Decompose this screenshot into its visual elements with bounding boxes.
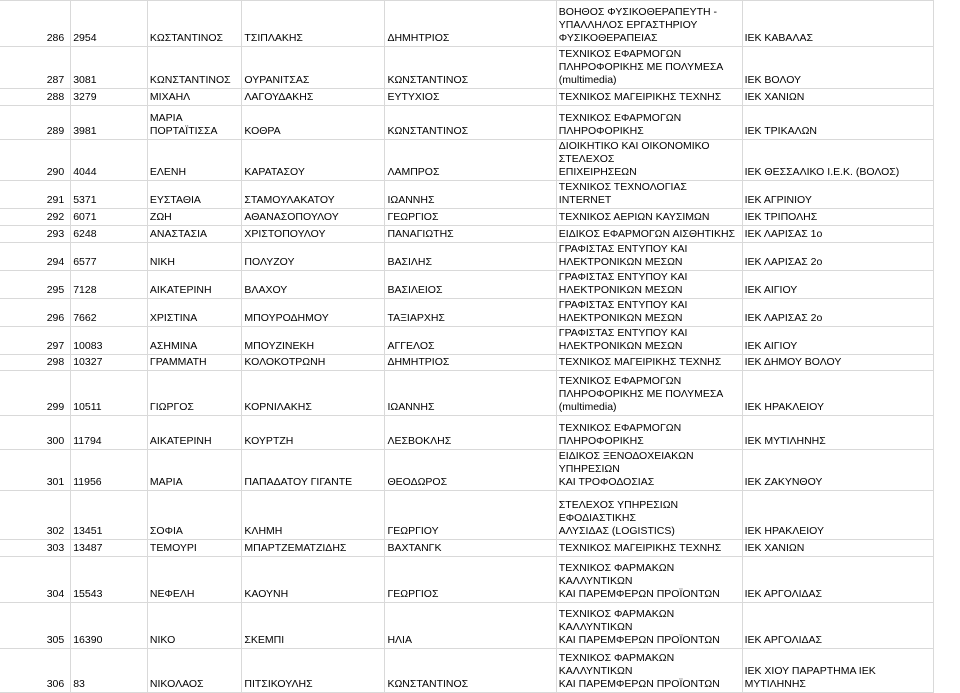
- cell-specialty[interactable]: ΤΕΧΝΙΚΟΣ ΜΑΓΕΙΡΙΚΗΣ ΤΕΧΝΗΣ: [556, 540, 742, 557]
- cell-first-name[interactable]: ΤΕΜΟΥΡΙ: [147, 540, 242, 557]
- cell-code[interactable]: 10511: [71, 371, 148, 416]
- cell-code[interactable]: 3279: [71, 89, 148, 106]
- cell-specialty[interactable]: ΤΕΧΝΙΚΟΣ ΦΑΡΜΑΚΩΝ ΚΑΛΛΥΝΤΙΚΩΝ ΚΑΙ ΠΑΡΕΜΦΕΡΩΝ ΠΡΟΪΟΝΤΩΝ: [556, 649, 742, 693]
- cell-iek[interactable]: ΙΕΚ ΑΡΓΟΛΙΔΑΣ: [742, 557, 933, 603]
- table-row: [0, 226, 934, 243]
- table-row: [0, 106, 934, 140]
- cell-last-name[interactable]: ΜΠΑΡΤΖΕΜΑΤΖΙΔΗΣ: [242, 540, 385, 557]
- cell-specialty[interactable]: ΒΟΗΘΟΣ ΦΥΣΙΚΟΘΕΡΑΠΕΥΤΗ - ΥΠΑΛΛΗΛΟΣ ΕΡΓΑΣΤΗΡΙΟΥ ΦΥΣΙΚΟΘΕΡΑΠΕΙΑΣ: [556, 1, 742, 47]
- cell-first-name[interactable]: ΣΟΦΙΑ: [147, 491, 242, 540]
- cell-code[interactable]: 6248: [71, 226, 148, 243]
- cell-last-name[interactable]: ΠΑΠΑΔΑΤΟΥ ΓΙΓΑΝΤΕ: [242, 450, 385, 491]
- cell-code[interactable]: 83: [71, 649, 148, 693]
- table-row: [0, 450, 934, 491]
- cell-first-name[interactable]: ΜΑΡΙΑ: [147, 450, 242, 491]
- cell-iek[interactable]: ΙΕΚ ΔΗΜΟΥ ΒΟΛΟΥ: [742, 355, 933, 371]
- cell-iek[interactable]: ΙΕΚ ΛΑΡΙΣΑΣ 2ο: [742, 243, 933, 271]
- cell-father-name[interactable]: ΑΓΓΕΛΟΣ: [385, 327, 556, 355]
- cell-code[interactable]: 15543: [71, 557, 148, 603]
- cell-row-number[interactable]: 286: [0, 1, 71, 47]
- cell-iek[interactable]: ΙΕΚ ΘΕΣΣΑΛΙΚΟ Ι.Ε.Κ. (ΒΟΛΟΣ): [742, 140, 933, 181]
- cell-father-name[interactable]: ΘΕΟΔΩΡΟΣ: [385, 450, 556, 491]
- cell-father-name[interactable]: ΒΑΣΙΛΗΣ: [385, 243, 556, 271]
- cell-row-number[interactable]: 289: [0, 106, 71, 140]
- cell-last-name[interactable]: ΚΛΗΜΗ: [242, 491, 385, 540]
- cell-row-number[interactable]: 300: [0, 416, 71, 450]
- cell-row-number[interactable]: 299: [0, 371, 71, 416]
- cell-row-number[interactable]: 305: [0, 603, 71, 649]
- cell-code[interactable]: 6577: [71, 243, 148, 271]
- cell-last-name[interactable]: ΚΟΡΝΙΛΑΚΗΣ: [242, 371, 385, 416]
- cell-last-name[interactable]: ΛΑΓΟΥΔΑΚΗΣ: [242, 89, 385, 106]
- cell-row-number[interactable]: 290: [0, 140, 71, 181]
- cell-code[interactable]: 4044: [71, 140, 148, 181]
- cell-last-name[interactable]: ΚΑΟΥΝΗ: [242, 557, 385, 603]
- cell-iek[interactable]: ΙΕΚ ΑΡΓΟΛΙΔΑΣ: [742, 603, 933, 649]
- table-row: [0, 1, 934, 47]
- table-row: [0, 181, 934, 209]
- cell-last-name[interactable]: ΣΤΑΜΟΥΛΑΚΑΤΟΥ: [242, 181, 385, 209]
- cell-row-number[interactable]: 294: [0, 243, 71, 271]
- cell-row-number[interactable]: 287: [0, 47, 71, 89]
- cell-code[interactable]: 11956: [71, 450, 148, 491]
- table-row: [0, 355, 934, 371]
- cell-father-name[interactable]: ΔΗΜΗΤΡΙΟΣ: [385, 355, 556, 371]
- cell-first-name[interactable]: ΑΝΑΣΤΑΣΙΑ: [147, 226, 242, 243]
- cell-first-name[interactable]: ΝΙΚΟ: [147, 603, 242, 649]
- cell-first-name[interactable]: ΑΣΗΜΙΝΑ: [147, 327, 242, 355]
- cell-specialty[interactable]: ΤΕΧΝΙΚΟΣ ΤΕΧΝΟΛΟΓΙΑΣ INTERNET: [556, 181, 742, 209]
- cell-specialty[interactable]: ΔΙΟΙΚΗΤΙΚΟ ΚΑΙ ΟΙΚΟΝΟΜΙΚΟ ΣΤΕΛΕΧΟΣ ΕΠΙΧΕΙΡΗΣΕΩΝ: [556, 140, 742, 181]
- cell-iek[interactable]: ΙΕΚ ΤΡΙΠΟΛΗΣ: [742, 209, 933, 226]
- cell-last-name[interactable]: ΜΠΟΥΖΙΝΕΚΗ: [242, 327, 385, 355]
- cell-specialty[interactable]: ΤΕΧΝΙΚΟΣ ΕΦΑΡΜΟΓΩΝ ΠΛΗΡΟΦΟΡΙΚΗΣ ΜΕ ΠΟΛΥΜΕΣΑ (multimedia): [556, 47, 742, 89]
- cell-row-number[interactable]: 301: [0, 450, 71, 491]
- cell-father-name[interactable]: ΚΩΝΣΤΑΝΤΙΝΟΣ: [385, 47, 556, 89]
- table-row: [0, 47, 934, 89]
- cell-iek[interactable]: ΙΕΚ ΚΑΒΑΛΑΣ: [742, 1, 933, 47]
- table-row: [0, 416, 934, 450]
- cell-last-name[interactable]: ΟΥΡΑΝΙΤΣΑΣ: [242, 47, 385, 89]
- cell-code[interactable]: 3081: [71, 47, 148, 89]
- cell-last-name[interactable]: ΚΟΘΡΑ: [242, 106, 385, 140]
- table-row: [0, 140, 934, 181]
- cell-last-name[interactable]: ΣΚΕΜΠΙ: [242, 603, 385, 649]
- cell-last-name[interactable]: ΒΛΑΧΟΥ: [242, 271, 385, 299]
- cell-row-number[interactable]: 296: [0, 299, 71, 327]
- cell-specialty[interactable]: ΤΕΧΝΙΚΟΣ ΦΑΡΜΑΚΩΝ ΚΑΛΛΥΝΤΙΚΩΝ ΚΑΙ ΠΑΡΕΜΦΕΡΩΝ ΠΡΟΪΟΝΤΩΝ: [556, 557, 742, 603]
- cell-father-name[interactable]: ΒΑΧΤΑΝΓΚ: [385, 540, 556, 557]
- cell-iek[interactable]: ΙΕΚ ΒΟΛΟΥ: [742, 47, 933, 89]
- cell-specialty[interactable]: ΣΤΕΛΕΧΟΣ ΥΠΗΡΕΣΙΩΝ ΕΦΟΔΙΑΣΤΙΚΗΣ ΑΛΥΣΙΔΑΣ (LOGISTICS): [556, 491, 742, 540]
- cell-row-number[interactable]: 295: [0, 271, 71, 299]
- cell-iek[interactable]: ΙΕΚ ΑΙΓΙΟΥ: [742, 271, 933, 299]
- cell-row-number[interactable]: 291: [0, 181, 71, 209]
- cell-code[interactable]: 13451: [71, 491, 148, 540]
- cell-specialty[interactable]: ΓΡΑΦΙΣΤΑΣ ΕΝΤΥΠΟΥ ΚΑΙ ΗΛΕΚΤΡΟΝΙΚΩΝ ΜΕΣΩΝ: [556, 299, 742, 327]
- cell-first-name[interactable]: ΧΡΙΣΤΙΝΑ: [147, 299, 242, 327]
- cell-father-name[interactable]: ΕΥΤΥΧΙΟΣ: [385, 89, 556, 106]
- table-row: [0, 209, 934, 226]
- cell-first-name[interactable]: ΚΩΝΣΤΑΝΤΙΝΟΣ: [147, 47, 242, 89]
- table-row: [0, 557, 934, 603]
- cell-father-name[interactable]: ΠΑΝΑΓΙΩΤΗΣ: [385, 226, 556, 243]
- table-row: [0, 371, 934, 416]
- table-row: [0, 649, 934, 693]
- cell-last-name[interactable]: ΠΟΛΥΖΟΥ: [242, 243, 385, 271]
- table-row: [0, 540, 934, 557]
- cell-iek[interactable]: ΙΕΚ ΗΡΑΚΛΕΙΟΥ: [742, 371, 933, 416]
- cell-specialty[interactable]: ΓΡΑΦΙΣΤΑΣ ΕΝΤΥΠΟΥ ΚΑΙ ΗΛΕΚΤΡΟΝΙΚΩΝ ΜΕΣΩΝ: [556, 271, 742, 299]
- cell-father-name[interactable]: ΙΩΑΝΝΗΣ: [385, 371, 556, 416]
- table-row: [0, 491, 934, 540]
- cell-code[interactable]: 13487: [71, 540, 148, 557]
- cell-father-name[interactable]: ΛΕΣΒΟΚΛΗΣ: [385, 416, 556, 450]
- cell-row-number[interactable]: 292: [0, 209, 71, 226]
- table-row: [0, 243, 934, 271]
- cell-first-name[interactable]: ΓΙΩΡΓΟΣ: [147, 371, 242, 416]
- cell-iek[interactable]: ΙΕΚ ΧΑΝΙΩΝ: [742, 540, 933, 557]
- cell-code[interactable]: 5371: [71, 181, 148, 209]
- cell-father-name[interactable]: ΓΕΩΡΓΙΟΣ: [385, 209, 556, 226]
- cell-code[interactable]: 16390: [71, 603, 148, 649]
- cell-row-number[interactable]: 302: [0, 491, 71, 540]
- cell-specialty[interactable]: ΓΡΑΦΙΣΤΑΣ ΕΝΤΥΠΟΥ ΚΑΙ ΗΛΕΚΤΡΟΝΙΚΩΝ ΜΕΣΩΝ: [556, 327, 742, 355]
- cell-code[interactable]: 11794: [71, 416, 148, 450]
- cell-iek[interactable]: ΙΕΚ ΖΑΚΥΝΘΟΥ: [742, 450, 933, 491]
- cell-iek[interactable]: ΙΕΚ ΧΙΟΥ ΠΑΡΑΡΤΗΜΑ ΙΕΚ ΜΥΤΙΛΗΝΗΣ: [742, 649, 933, 693]
- cell-specialty[interactable]: ΤΕΧΝΙΚΟΣ ΜΑΓΕΙΡΙΚΗΣ ΤΕΧΝΗΣ: [556, 89, 742, 106]
- table-body: [0, 1, 934, 693]
- cell-code[interactable]: 6071: [71, 209, 148, 226]
- cell-iek[interactable]: ΙΕΚ ΛΑΡΙΣΑΣ 2ο: [742, 299, 933, 327]
- cell-first-name[interactable]: ΜΑΡΙΑ ΠΟΡΤΑΪΤΙΣΣΑ: [147, 106, 242, 140]
- cell-first-name[interactable]: ΓΡΑΜΜΑΤΗ: [147, 355, 242, 371]
- cell-code[interactable]: 10083: [71, 327, 148, 355]
- cell-specialty[interactable]: ΕΙΔΙΚΟΣ ΕΦΑΡΜΟΓΩΝ ΑΙΣΘΗΤΙΚΗΣ: [556, 226, 742, 243]
- cell-father-name[interactable]: ΛΑΜΠΡΟΣ: [385, 140, 556, 181]
- cell-row-number[interactable]: 304: [0, 557, 71, 603]
- cell-iek[interactable]: ΙΕΚ ΛΑΡΙΣΑΣ 1ο: [742, 226, 933, 243]
- cell-first-name[interactable]: ΝΙΚΗ: [147, 243, 242, 271]
- cell-first-name[interactable]: ΖΩΗ: [147, 209, 242, 226]
- cell-row-number[interactable]: 293: [0, 226, 71, 243]
- cell-specialty[interactable]: ΤΕΧΝΙΚΟΣ ΕΦΑΡΜΟΓΩΝ ΠΛΗΡΟΦΟΡΙΚΗΣ: [556, 106, 742, 140]
- cell-iek[interactable]: ΙΕΚ ΑΙΓΙΟΥ: [742, 327, 933, 355]
- cell-first-name[interactable]: ΚΩΣΤΑΝΤΙΝΟΣ: [147, 1, 242, 47]
- cell-specialty[interactable]: ΤΕΧΝΙΚΟΣ ΦΑΡΜΑΚΩΝ ΚΑΛΛΥΝΤΙΚΩΝ ΚΑΙ ΠΑΡΕΜΦΕΡΩΝ ΠΡΟΪΟΝΤΩΝ: [556, 603, 742, 649]
- table-row: [0, 603, 934, 649]
- cell-specialty[interactable]: ΓΡΑΦΙΣΤΑΣ ΕΝΤΥΠΟΥ ΚΑΙ ΗΛΕΚΤΡΟΝΙΚΩΝ ΜΕΣΩΝ: [556, 243, 742, 271]
- cell-last-name[interactable]: ΚΟΥΡΤΖΗ: [242, 416, 385, 450]
- cell-last-name[interactable]: ΤΣΙΠΛΑΚΗΣ: [242, 1, 385, 47]
- cell-father-name[interactable]: ΙΩΑΝΝΗΣ: [385, 181, 556, 209]
- cell-row-number[interactable]: 297: [0, 327, 71, 355]
- cell-code[interactable]: 7662: [71, 299, 148, 327]
- cell-first-name[interactable]: ΕΛΕΝΗ: [147, 140, 242, 181]
- cell-father-name[interactable]: ΚΩΝΣΤΑΝΤΙΝΟΣ: [385, 649, 556, 693]
- cell-last-name[interactable]: ΜΠΟΥΡΟΔΗΜΟΥ: [242, 299, 385, 327]
- cell-father-name[interactable]: ΔΗΜΗΤΡΙΟΣ: [385, 1, 556, 47]
- cell-first-name[interactable]: ΝΕΦΕΛΗ: [147, 557, 242, 603]
- cell-code[interactable]: 2954: [71, 1, 148, 47]
- cell-row-number[interactable]: 306: [0, 649, 71, 693]
- cell-code[interactable]: 7128: [71, 271, 148, 299]
- table-row: [0, 271, 934, 299]
- cell-father-name[interactable]: ΒΑΣΙΛΕΙΟΣ: [385, 271, 556, 299]
- cell-last-name[interactable]: ΠΙΤΣΙΚΟΥΛΗΣ: [242, 649, 385, 693]
- cell-father-name[interactable]: ΗΛΙΑ: [385, 603, 556, 649]
- cell-code[interactable]: 10327: [71, 355, 148, 371]
- cell-row-number[interactable]: 298: [0, 355, 71, 371]
- cell-row-number[interactable]: 303: [0, 540, 71, 557]
- cell-iek[interactable]: ΙΕΚ ΑΓΡΙΝΙΟΥ: [742, 181, 933, 209]
- cell-father-name[interactable]: ΓΕΩΡΓΙΟΣ: [385, 557, 556, 603]
- cell-iek[interactable]: ΙΕΚ ΗΡΑΚΛΕΙΟΥ: [742, 491, 933, 540]
- cell-iek[interactable]: ΙΕΚ ΤΡΙΚΑΛΩΝ: [742, 106, 933, 140]
- cell-row-number[interactable]: 288: [0, 89, 71, 106]
- cell-last-name[interactable]: ΚΑΡΑΤΑΣΟΥ: [242, 140, 385, 181]
- cell-iek[interactable]: ΙΕΚ ΧΑΝΙΩΝ: [742, 89, 933, 106]
- cell-first-name[interactable]: ΑΙΚΑΤΕΡΙΝΗ: [147, 416, 242, 450]
- cell-first-name[interactable]: ΝΙΚΟΛΑΟΣ: [147, 649, 242, 693]
- cell-last-name[interactable]: ΧΡΙΣΤΟΠΟΥΛΟΥ: [242, 226, 385, 243]
- table-row: [0, 299, 934, 327]
- cell-specialty[interactable]: ΤΕΧΝΙΚΟΣ ΜΑΓΕΙΡΙΚΗΣ ΤΕΧΝΗΣ: [556, 355, 742, 371]
- cell-father-name[interactable]: ΤΑΞΙΑΡΧΗΣ: [385, 299, 556, 327]
- cell-father-name[interactable]: ΓΕΩΡΓΙΟΥ: [385, 491, 556, 540]
- cell-first-name[interactable]: ΑΙΚΑΤΕΡΙΝΗ: [147, 271, 242, 299]
- cell-iek[interactable]: ΙΕΚ ΜΥΤΙΛΗΝΗΣ: [742, 416, 933, 450]
- table-row: [0, 327, 934, 355]
- table-row: [0, 89, 934, 106]
- cell-specialty[interactable]: ΤΕΧΝΙΚΟΣ ΕΦΑΡΜΟΓΩΝ ΠΛΗΡΟΦΟΡΙΚΗΣ: [556, 416, 742, 450]
- cell-specialty[interactable]: ΤΕΧΝΙΚΟΣ ΕΦΑΡΜΟΓΩΝ ΠΛΗΡΟΦΟΡΙΚΗΣ ΜΕ ΠΟΛΥΜΕΣΑ (multimedia): [556, 371, 742, 416]
- cell-last-name[interactable]: ΑΘΑΝΑΣΟΠΟΥΛΟΥ: [242, 209, 385, 226]
- cell-first-name[interactable]: ΜΙΧΑΗΛ: [147, 89, 242, 106]
- cell-last-name[interactable]: ΚΟΛΟΚΟΤΡΩΝΗ: [242, 355, 385, 371]
- cell-first-name[interactable]: ΕΥΣΤΑΘΙΑ: [147, 181, 242, 209]
- cell-specialty[interactable]: ΤΕΧΝΙΚΟΣ ΑΕΡΙΩΝ ΚΑΥΣΙΜΩΝ: [556, 209, 742, 226]
- cell-father-name[interactable]: ΚΩΝΣΤΑΝΤΙΝΟΣ: [385, 106, 556, 140]
- cell-specialty[interactable]: ΕΙΔΙΚΟΣ ΞΕΝΟΔΟΧΕΙΑΚΩΝ ΥΠΗΡΕΣΙΩΝ ΚΑΙ ΤΡΟΦΟΔΟΣΙΑΣ: [556, 450, 742, 491]
- cell-code[interactable]: 3981: [71, 106, 148, 140]
